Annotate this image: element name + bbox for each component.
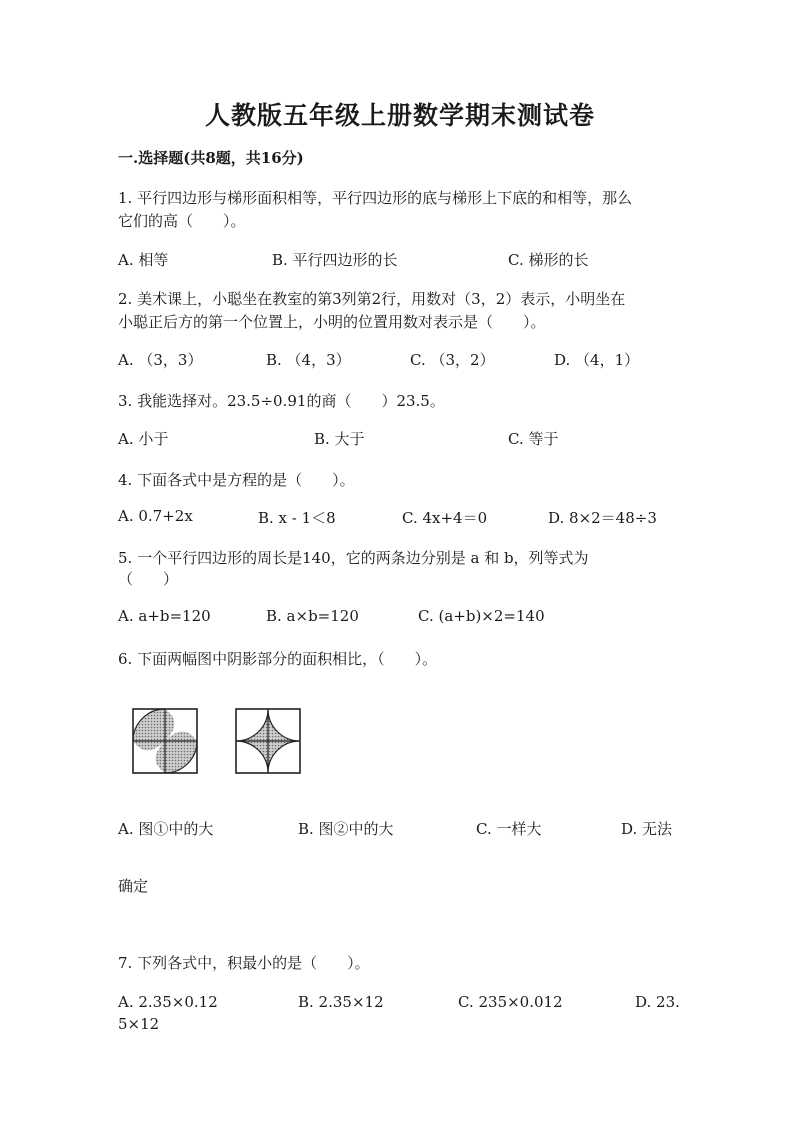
question-1-line-1: 1. 平行四边形与梯形面积相等，平行四边形的底与梯形上下底的和相等，那么 (118, 189, 633, 207)
question-6-line-1: 6. 下面两幅图中阴影部分的面积相比，（ ）。 (118, 650, 438, 668)
question-1-line-2: 它们的高（ ）。 (118, 212, 246, 230)
question-4-line-1: 4. 下面各式中是方程的是（ ）。 (118, 471, 355, 489)
question-5-line-1: 5. 一个平行四边形的周长是140，它的两条边分别是 a 和 b，列等式为 (118, 549, 589, 567)
q4-option-b[interactable]: B. x - 1＜8 (258, 509, 336, 527)
question-2-line-1: 2. 美术课上，小聪坐在教室的第3列第2行，用数对（3，2）表示，小明坐在 (118, 290, 626, 308)
q3-option-b[interactable]: B. 大于 (314, 430, 365, 448)
q7-option-c[interactable]: C. 235×0.012 (458, 993, 563, 1011)
section-heading: 一.选择题(共8题，共16分) (118, 149, 304, 167)
page-title: 人教版五年级上册数学期末测试卷 (204, 101, 595, 130)
q6-option-c[interactable]: C. 一样大 (476, 820, 542, 838)
q4-option-a[interactable]: A. 0.7+2x (118, 507, 193, 525)
q2-option-d[interactable]: D. （4，1） (554, 351, 640, 369)
q7-option-a[interactable]: A. 2.35×0.12 (118, 993, 218, 1011)
question-3-line-1: 3. 我能选择对。23.5÷0.91的商（ ）23.5。 (118, 392, 445, 410)
figure-1-pinwheel (132, 708, 198, 774)
question-7-line-1: 7. 下列各式中，积最小的是（ ）。 (118, 954, 370, 972)
q6-option-a[interactable]: A. 图①中的大 (118, 820, 214, 838)
q6-option-d[interactable]: D. 无法 (621, 820, 673, 838)
q6-option-d-continued: 确定 (118, 877, 149, 895)
q2-option-c[interactable]: C. （3，2） (410, 351, 495, 369)
q5-option-b[interactable]: B. a×b=120 (266, 607, 359, 625)
q4-option-c[interactable]: C. 4x+4＝0 (402, 509, 488, 527)
q4-option-d[interactable]: D. 8×2＝48÷3 (548, 509, 657, 527)
q7-option-d[interactable]: D. 23. (635, 993, 680, 1011)
q7-option-b[interactable]: B. 2.35×12 (298, 993, 384, 1011)
q5-option-c[interactable]: C. (a+b)×2=140 (418, 607, 545, 625)
q1-option-a[interactable]: A. 相等 (118, 251, 169, 269)
question-2-line-2: 小聪正后方的第一个位置上，小明的位置用数对表示是（ ）。 (118, 313, 546, 331)
q2-option-b[interactable]: B. （4，3） (266, 351, 351, 369)
figure-2-star (235, 708, 301, 774)
q3-option-c[interactable]: C. 等于 (508, 430, 559, 448)
q1-option-b[interactable]: B. 平行四边形的长 (272, 251, 398, 269)
q2-option-a[interactable]: A. （3，3） (118, 351, 203, 369)
q7-option-d-continued: 5×12 (118, 1015, 160, 1033)
q5-option-a[interactable]: A. a+b=120 (118, 607, 211, 625)
q3-option-a[interactable]: A. 小于 (118, 430, 169, 448)
question-5-line-2: （ ） (118, 570, 179, 588)
q1-option-c[interactable]: C. 梯形的长 (508, 251, 589, 269)
q6-option-b[interactable]: B. 图②中的大 (298, 820, 394, 838)
